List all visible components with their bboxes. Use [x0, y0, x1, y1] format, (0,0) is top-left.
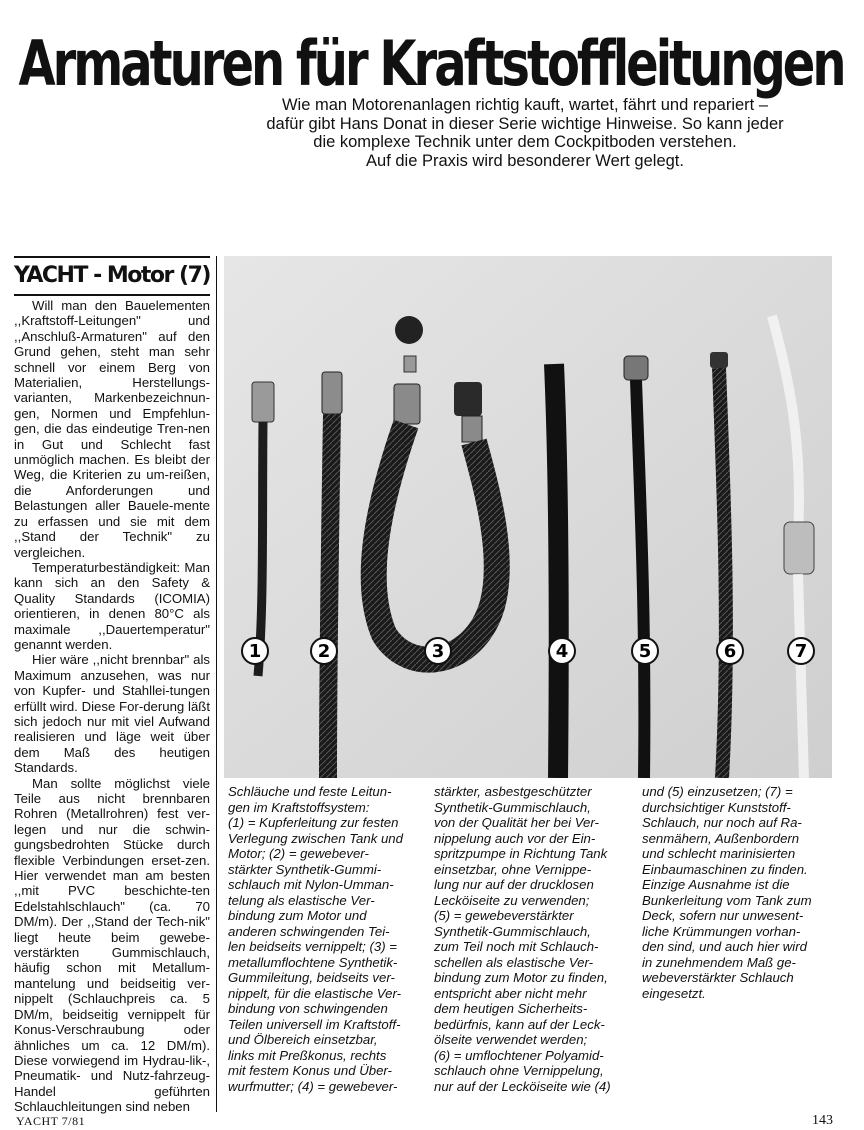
- caption-column-2: [434, 784, 630, 1094]
- caption-line: stärkter, asbestgeschützter: [434, 784, 592, 799]
- subtitle-line: Auf die Praxis wird besonderer Wert gelegt.: [366, 151, 684, 170]
- caption-line: Verlegung zwischen Tank und: [228, 830, 403, 846]
- caption-line: Synthetik-Gummischlauch,: [434, 923, 591, 939]
- caption-line: bindung zum Motor zu finden,: [434, 970, 608, 985]
- caption-line: wurfmutter; (4) = gewebever-: [228, 1078, 398, 1094]
- caption-line: (5) = gewebeverstärkter: [434, 908, 574, 923]
- hoses-illustration: [224, 256, 832, 778]
- caption-line: dem heutigen Sicherheits-: [434, 1001, 588, 1016]
- caption-line: webeverstärkter Schlauch: [642, 970, 794, 985]
- badge-1-label: 1: [248, 641, 262, 662]
- caption-line: lung nur auf der drucklosen: [434, 877, 594, 892]
- column-divider: [216, 256, 217, 1112]
- badge-4-label: 4: [555, 641, 569, 662]
- caption-line: schellen als elastische Ver-: [434, 954, 594, 970]
- caption-line: und (5) einzusetzen; (7) =: [642, 784, 793, 799]
- caption-column-3: [642, 784, 838, 1001]
- caption-line: Schläuche und feste Leitun-: [228, 784, 392, 799]
- caption-line: eingesetzt.: [642, 985, 706, 1001]
- subtitle-line: dafür gibt Hans Donat in dieser Serie wichtige Hinweise. So kann jeder: [266, 114, 784, 133]
- caption-line: und schlecht marinisierten: [642, 846, 796, 861]
- body-paragraph: Temperaturbeständigkeit: Man kann sich an den Safety & Quality Standards (ICOMIA) orientieren, in denen 80°C als maximale ,,Dauertemperatur" genannt werden.: [14, 559, 210, 652]
- caption-line: Teilen universell im Kraftstoff-: [228, 1016, 401, 1032]
- caption-line: durchsichtiger Kunststoff-: [642, 799, 791, 815]
- badge-2-label: 2: [317, 641, 331, 662]
- caption-line: stärkter Synthetik-Gummi-: [228, 861, 382, 877]
- caption-line: bindung von schwingenden: [228, 1001, 388, 1016]
- badge-5: [632, 638, 658, 664]
- page-number: 143: [812, 1113, 833, 1128]
- badge-3-label: 3: [431, 641, 445, 662]
- caption-line: in zunehmendem Maß ge-: [642, 954, 796, 970]
- caption-line: ölseite verwendet werden;: [434, 1032, 588, 1047]
- footer-issue: YACHT 7/81: [16, 1114, 86, 1128]
- body-paragraph: Will man den Bauelementen ,,Kraftstoff-Leitungen" und ,,Anschluß-Armaturen" auf den Grund gehen, steht man sehr schnell vor einem Berg von Materialien, Herstellungs-varianten, Markenbezeichnun-gen, Normen und Empfehlun-gen, die das eindeutige Tren-nen in Gut und Schlecht fast unmöglich machen. Es bleibt der Weg, die Kriterien zu um-reißen, die Anforderungen und Belastungen aller Bauele-mente zu erfassen und sie mit dem ,,Stand der Technik" zu vergleichen.: [14, 298, 210, 560]
- caption-line: Gummileitung, beidseits ver-: [228, 970, 395, 985]
- photo-background: [224, 256, 832, 778]
- caption-line: anderen schwingenden Tei-: [228, 923, 390, 939]
- badge-6-label: 6: [723, 641, 737, 662]
- caption-line: entspricht aber nicht mehr: [434, 985, 587, 1001]
- caption-line: gen im Kraftstoffsystem:: [228, 799, 370, 815]
- body-text-column: [14, 298, 210, 1115]
- caption-line: metallumflochtene Synthetik-: [228, 954, 398, 970]
- badge-6: [717, 638, 743, 664]
- caption-line: schlauch ohne Vernippelung,: [434, 1063, 604, 1078]
- caption-line: (1) = Kupferleitung zur festen: [228, 815, 399, 830]
- caption-line: links mit Preßkonus, rechts: [228, 1047, 387, 1063]
- caption-line: einsetzbar, ohne Vernippe-: [434, 861, 592, 877]
- caption-line: bedürfnis, kann auf der Leck-: [434, 1016, 605, 1032]
- caption-line: Deck, sofern nur unwesent-: [642, 908, 804, 923]
- caption-line: Bunkerleitung vom Tank zum: [642, 892, 812, 908]
- badge-7-label: 7: [794, 641, 808, 662]
- caption-line: nippelt, für die elastische Ver-: [228, 985, 401, 1001]
- caption-line: nur auf der Lecköiseite wie (4): [434, 1078, 611, 1094]
- caption-line: len beidseits vernippelt; (3) =: [228, 939, 397, 954]
- caption-line: Lecköiseite zu verwenden;: [434, 892, 590, 908]
- hose-4: [554, 364, 559, 778]
- subtitle-line: die komplexe Technik unter dem Cockpitboden verstehen.: [313, 133, 737, 151]
- caption-line: mit festem Konus und Über-: [228, 1063, 392, 1078]
- caption-line: von der Qualität her bei Ver-: [434, 815, 599, 830]
- caption-line: nippelung auch vor der Ein-: [434, 830, 596, 846]
- caption-line: und Ölbereich einsetzbar,: [228, 1032, 378, 1047]
- caption-line: telung als elastische Ver-: [228, 892, 375, 908]
- caption-line: Motor; (2) = gewebever-: [228, 846, 369, 861]
- caption-line: den sind, und auch hier wird: [642, 939, 807, 954]
- subtitle: [220, 96, 830, 170]
- caption-line: Einzige Ausnahme ist die: [642, 877, 790, 892]
- badge-1: [242, 638, 268, 664]
- badge-2: [311, 638, 337, 664]
- body-paragraph: Hier wäre ,,nicht brennbar" als Maximum anzusehen, was nur von Kupfer- und Stahllei-tungen erfüllt wird. Diese For-derung läßt sich jedoch nur mit viel Aufwand realisieren und läge weit über dem Maß des heutigen Standards.: [14, 652, 210, 776]
- page-title: Armaturen für Kraftstoffleitungen: [18, 27, 844, 101]
- subtitle-line: Wie man Motorenanlagen richtig kauft, wartet, fährt und repariert –: [281, 96, 769, 114]
- caption-line: zum Teil noch mit Schlauch-: [434, 939, 599, 954]
- caption-line: Einbaumaschinen zu finden.: [642, 861, 808, 877]
- badge-7: [788, 638, 814, 664]
- caption-line: Schlauch, nur noch auf Ra-: [642, 815, 802, 830]
- caption-line: Synthetik-Gummischlauch,: [434, 799, 591, 815]
- series-label: YACHT - Motor (7): [14, 256, 210, 296]
- caption-column-1: [228, 784, 424, 1094]
- caption-line: (6) = umflochtener Polyamid-: [434, 1047, 604, 1063]
- hoses-photo: [224, 256, 832, 778]
- caption-line: spritzpumpe in Richtung Tank: [434, 846, 608, 861]
- caption-line: senmähern, Außenbordern: [642, 830, 800, 846]
- caption-line: schlauch mit Nylon-Umman-: [228, 877, 394, 892]
- badge-4: [549, 638, 575, 664]
- body-paragraph: Man sollte möglichst viele Teile aus nicht brennbaren Rohren (Metallrohren) fest ver-legen und nur die schwin-gungsbedrohten Stücke durch flexible Verbindungen erset-zen. Hier verwendet man am besten ,,mit PVC beschichte-ten Edelstahlschlauch" (ca. 70 DM/m). Der ,,Stand der Tech-nik" liegt heute beim gewebe-verstärkten Gummischlauch, häufig schon mit Metallum-mantelung und beidseitig ver-nippelt (Schlauchpreis ca. 5 DM/m, beidseitig vernippelt für Konus-Verschraubung oder ähnliches um ca. 12 DM/m). Diese vorwiegend im Hydrau-lik-, Pneumatik- und Nutz-fahrzeug-Handel geführten Schlauchleitungen sind neben: [14, 775, 210, 1115]
- badge-5-label: 5: [638, 641, 652, 662]
- caption-line: liche Krümmungen vorhan-: [642, 923, 801, 939]
- badge-3: [425, 638, 451, 664]
- caption-line: bindung zum Motor und: [228, 908, 367, 923]
